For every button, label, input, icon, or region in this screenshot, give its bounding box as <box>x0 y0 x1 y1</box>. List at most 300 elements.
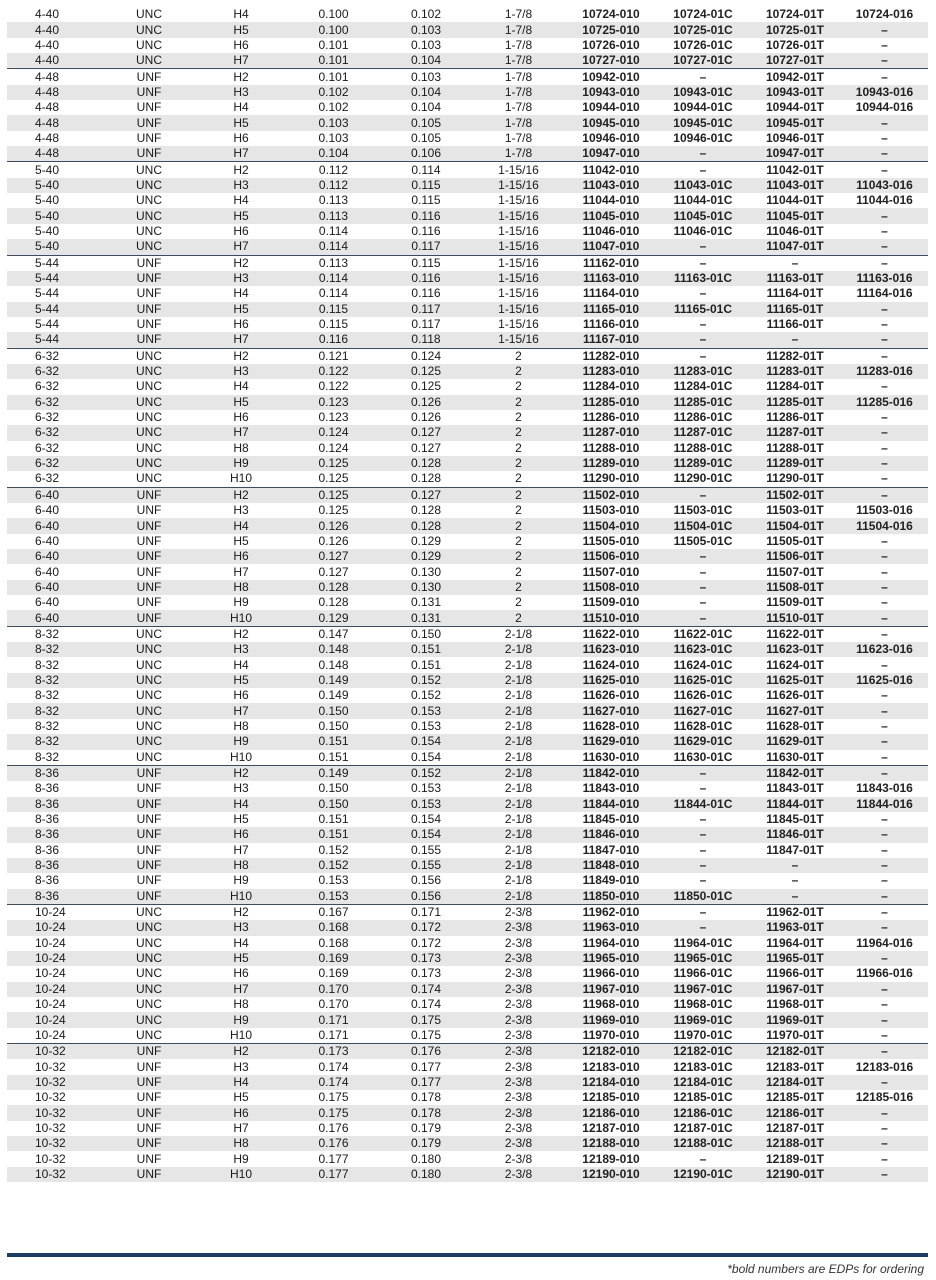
table-cell: 6-40 <box>7 549 103 564</box>
table-cell: 2-1/8 <box>472 642 565 657</box>
table-cell: 11509-01T <box>766 595 824 610</box>
table-cell: 11289-01C <box>657 456 749 471</box>
table-cell: 11963-01T <box>749 920 841 935</box>
table-cell: 2-1/8 <box>472 626 565 642</box>
table-cell: 10725-01C <box>657 22 749 37</box>
table-cell: 10947-010 <box>565 146 657 162</box>
table-cell: 10724-010 <box>582 7 640 22</box>
table-cell: 11047-01T <box>749 239 841 255</box>
table-cell: 0.180 <box>410 1151 442 1166</box>
table-row <box>7 332 928 348</box>
table-cell: 1-15/16 <box>472 239 565 255</box>
table-cell: – <box>841 1167 928 1182</box>
table-cell: 11287-01T <box>749 425 841 440</box>
table-cell: H5 <box>195 302 287 317</box>
table-cell: 8-36 <box>7 765 103 781</box>
table-cell: 11289-010 <box>565 456 657 471</box>
table-cell: 11163-01T <box>749 271 841 286</box>
table-cell: 11966-010 <box>582 966 640 981</box>
table-cell: 11283-010 <box>565 364 657 379</box>
table-cell: 2 <box>515 564 522 579</box>
table-cell: 11970-010 <box>582 1027 640 1042</box>
table-cell: 2-1/8 <box>504 749 533 764</box>
table-row <box>7 688 928 703</box>
table-cell: 0.126 <box>410 410 442 425</box>
table-cell: 2-1/8 <box>504 873 533 888</box>
table-cell: 0.177 <box>410 1059 442 1074</box>
table-cell: 10-24 <box>7 920 103 935</box>
table-cell: – <box>657 827 749 842</box>
table-cell: 0.176 <box>380 1044 472 1060</box>
table-cell: 11285-016 <box>841 395 928 410</box>
table-cell: 11290-01T <box>766 471 824 486</box>
table-cell: 0.149 <box>287 765 380 781</box>
table-cell: 4-40 <box>35 37 60 52</box>
table-cell: 0.131 <box>410 595 442 610</box>
table-cell: 0.117 <box>411 317 441 332</box>
table-cell: UNF <box>103 85 195 100</box>
table-cell: 11283-01T <box>749 364 841 379</box>
table-cell: 11288-01C <box>673 440 733 455</box>
table-cell: 0.124 <box>318 440 349 455</box>
table-cell: 11504-010 <box>565 518 657 533</box>
table-cell: 11844-016 <box>841 797 928 812</box>
table-cell: – <box>841 765 928 781</box>
table-cell: – <box>841 22 928 37</box>
table-cell: 11285-01C <box>657 395 749 410</box>
table-cell: – <box>881 842 888 857</box>
table-row <box>7 271 928 286</box>
table-cell: 10943-010 <box>565 85 657 100</box>
table-cell: UNC <box>136 223 162 238</box>
table-cell: 11504-01T <box>749 518 841 533</box>
table-row <box>7 873 928 888</box>
table-cell: 11624-01C <box>673 657 733 672</box>
table-cell: UNF <box>136 873 162 888</box>
table-cell: 11284-010 <box>582 379 640 394</box>
table-cell: 11624-01T <box>766 657 824 672</box>
table-cell: 0.173 <box>380 951 472 966</box>
table-row <box>7 750 928 766</box>
table-cell: 11162-010 <box>565 255 657 271</box>
table-row <box>7 178 928 193</box>
table-cell: 10726-010 <box>582 37 640 52</box>
table-cell: – <box>841 1044 928 1060</box>
table-cell: 0.106 <box>380 146 472 162</box>
table-cell: – <box>699 781 707 796</box>
table-cell: 5-40 <box>7 239 103 255</box>
table-cell: 0.104 <box>380 53 472 69</box>
table-cell: 2-3/8 <box>472 982 565 997</box>
table-row <box>7 765 928 781</box>
table-cell: 0.128 <box>287 580 380 595</box>
table-row <box>7 1136 928 1151</box>
table-cell: 6-32 <box>7 348 103 364</box>
table-cell: H9 <box>233 595 249 610</box>
table-cell: 11043-01C <box>657 178 749 193</box>
table-cell: 10-32 <box>7 1105 103 1120</box>
table-cell: 0.122 <box>287 364 380 379</box>
table-cell: 11623-010 <box>565 642 657 657</box>
table-cell: 11502-010 <box>565 487 657 503</box>
table-cell: 0.128 <box>410 503 442 518</box>
table-cell: 2-1/8 <box>504 718 533 733</box>
table-cell: H5 <box>233 812 249 827</box>
table-cell: UNC <box>136 749 162 764</box>
table-row <box>7 997 928 1012</box>
table-cell: UNF <box>103 549 195 564</box>
table-cell: UNC <box>136 966 162 981</box>
table-cell: 11966-016 <box>856 966 913 981</box>
table-cell: 8-32 <box>35 749 60 764</box>
table-cell: 10946-01T <box>765 130 825 145</box>
table-row <box>7 549 928 564</box>
table-cell: H10 <box>229 471 252 486</box>
table-cell: 11970-01C <box>673 1027 733 1042</box>
table-cell: 5-44 <box>7 332 103 348</box>
table-cell: 0.127 <box>287 549 380 564</box>
table-cell: 11623-016 <box>841 642 928 657</box>
table-cell: 11965-010 <box>565 951 657 966</box>
table-cell: – <box>699 286 707 301</box>
table-cell: 0.102 <box>287 85 380 100</box>
table-cell: 0.154 <box>380 827 472 842</box>
table-cell: 2-1/8 <box>472 889 565 905</box>
table-cell: 12183-01T <box>765 1059 825 1074</box>
table-cell: UNC <box>103 456 195 471</box>
table-cell: 0.171 <box>318 1027 349 1042</box>
table-row <box>7 626 928 642</box>
table-cell: 2-3/8 <box>472 1012 565 1027</box>
table-cell: 11286-01T <box>766 410 824 425</box>
table-cell: 2-3/8 <box>504 935 533 950</box>
table-cell: UNC <box>136 193 162 208</box>
table-cell: 0.151 <box>318 812 349 827</box>
table-row <box>7 827 928 842</box>
table-cell: 11627-01T <box>749 703 841 718</box>
table-cell: UNC <box>136 440 162 455</box>
table-cell: 11166-01T <box>766 317 824 332</box>
table-cell: 2 <box>515 533 522 548</box>
table-cell: 11966-01T <box>766 966 824 981</box>
table-cell: 11845-010 <box>582 812 640 827</box>
table-cell: 0.169 <box>287 951 380 966</box>
table-cell: 11968-01C <box>673 997 733 1012</box>
table-cell: 0.115 <box>287 302 380 317</box>
table-cell: 0.152 <box>318 842 349 857</box>
table-cell: 12184-01C <box>657 1075 749 1090</box>
table-cell: 10-24 <box>7 951 103 966</box>
table-cell: 11966-01C <box>673 966 733 981</box>
table-cell: – <box>841 487 928 503</box>
table-cell: 0.129 <box>380 549 472 564</box>
table-cell: H6 <box>233 688 249 703</box>
table-cell: 11044-01C <box>673 193 733 208</box>
table-cell: 6-32 <box>35 410 60 425</box>
table-cell: UNF <box>136 812 162 827</box>
table-cell: 8-36 <box>7 889 103 905</box>
table-row <box>7 208 928 223</box>
table-cell: 11628-01C <box>673 718 733 733</box>
table-cell: 11045-010 <box>565 208 657 223</box>
table-cell: 4-48 <box>7 146 103 162</box>
table-cell: 11623-01C <box>657 642 749 657</box>
table-cell: UNF <box>136 781 162 796</box>
table-row <box>7 580 928 595</box>
table-cell: – <box>841 549 928 564</box>
table-cell: UNC <box>103 703 195 718</box>
table-cell: 11504-016 <box>841 518 928 533</box>
table-row <box>7 966 928 981</box>
table-cell: – <box>881 873 888 888</box>
table-cell: 12182-010 <box>565 1044 657 1060</box>
table-cell: UNC <box>136 37 162 52</box>
table-cell: 8-36 <box>7 797 103 812</box>
table-cell: 2 <box>515 379 522 394</box>
table-cell: – <box>841 53 928 69</box>
table-cell: 11504-01C <box>657 518 749 533</box>
table-cell: 11970-01T <box>766 1027 824 1042</box>
table-cell: 6-40 <box>35 533 60 548</box>
table-cell: 11042-01T <box>749 162 841 178</box>
table-cell: 10943-01T <box>749 85 841 100</box>
table-cell: 2-1/8 <box>472 673 565 688</box>
table-cell: 0.150 <box>380 626 472 642</box>
table-cell: 5-44 <box>7 302 103 317</box>
table-cell: 11507-010 <box>582 564 640 579</box>
table-cell: 6-40 <box>7 487 103 503</box>
table-cell: 6-32 <box>7 395 103 410</box>
table-cell: 0.175 <box>410 1027 442 1042</box>
table-cell: 12183-01C <box>673 1059 733 1074</box>
table-cell: 10-24 <box>35 1027 66 1042</box>
table-cell: 11043-01T <box>749 178 841 193</box>
table-cell: UNF <box>103 69 195 85</box>
table-cell: 11284-01C <box>673 379 733 394</box>
table-cell: 4-48 <box>35 100 60 115</box>
table-cell: 11850-010 <box>565 889 657 905</box>
table-cell: 0.153 <box>410 718 442 733</box>
table-row <box>7 38 928 53</box>
table-cell: 11164-016 <box>856 286 913 301</box>
table-cell: 0.154 <box>410 812 442 827</box>
table-cell: 2-3/8 <box>504 1027 533 1042</box>
table-cell: UNF <box>136 1090 162 1105</box>
table-row <box>7 1090 928 1105</box>
table-cell: 11287-010 <box>565 425 657 440</box>
table-cell: 0.171 <box>380 904 472 920</box>
table-cell: 2-1/8 <box>472 797 565 812</box>
table-cell: UNC <box>136 657 162 672</box>
table-cell: 11629-01C <box>657 734 749 749</box>
table-cell: 11844-01C <box>657 797 749 812</box>
table-cell: 0.180 <box>380 1167 472 1182</box>
table-cell: UNF <box>103 889 195 905</box>
table-cell: H5 <box>195 951 287 966</box>
table-cell: 0.125 <box>318 471 349 486</box>
table-cell: 0.170 <box>287 982 380 997</box>
table-row <box>7 115 928 130</box>
table-cell: 0.127 <box>380 487 472 503</box>
table-cell: 0.112 <box>287 178 380 193</box>
table-cell: 6-40 <box>35 503 60 518</box>
table-cell: 1-7/8 <box>472 146 565 162</box>
table-cell: 0.117 <box>380 239 472 255</box>
table-cell: – <box>749 332 841 348</box>
table-cell: 10724-01C <box>673 7 733 22</box>
table-cell: 11288-01T <box>766 440 824 455</box>
table-cell: UNC <box>136 410 162 425</box>
table-cell: UNF <box>103 1167 195 1182</box>
table-cell: H8 <box>233 440 249 455</box>
table-cell: 10943-016 <box>841 85 928 100</box>
table-cell: 0.151 <box>287 827 380 842</box>
table-cell: 11290-01C <box>673 471 733 486</box>
table-cell: – <box>841 162 928 178</box>
table-cell: 11844-01T <box>749 797 841 812</box>
table-cell: 8-36 <box>7 827 103 842</box>
table-cell: 0.114 <box>287 239 380 255</box>
table-cell: 12185-016 <box>855 1090 914 1105</box>
table-cell: 0.128 <box>380 456 472 471</box>
table-cell: – <box>881 410 888 425</box>
table-cell: UNF <box>136 1059 162 1074</box>
table-cell: 0.129 <box>410 533 442 548</box>
table-row <box>7 1044 928 1060</box>
table-cell: – <box>881 379 888 394</box>
table-row <box>7 162 928 178</box>
table-cell: – <box>881 37 888 52</box>
table-cell: H3 <box>233 503 249 518</box>
table-cell: 11282-01T <box>749 348 841 364</box>
table-cell: 11510-01T <box>749 610 841 626</box>
table-cell: 10-32 <box>35 1090 66 1105</box>
table-cell: H7 <box>195 425 287 440</box>
table-row <box>7 69 928 85</box>
table-cell: 0.104 <box>410 100 442 115</box>
table-cell: – <box>881 749 888 764</box>
table-cell: H9 <box>195 456 287 471</box>
table-cell: H7 <box>233 564 249 579</box>
table-row <box>7 317 928 332</box>
table-cell: 11630-01T <box>766 749 824 764</box>
table-body <box>7 7 928 1182</box>
table-cell: 11849-010 <box>582 873 640 888</box>
table-row <box>7 642 928 657</box>
table-cell: 0.127 <box>410 440 442 455</box>
table-cell: – <box>699 317 707 332</box>
table-cell: H4 <box>233 657 249 672</box>
table-cell: 2-3/8 <box>472 1167 565 1182</box>
table-cell: 2-3/8 <box>472 1136 565 1151</box>
table-cell: – <box>881 997 888 1012</box>
table-cell: 11964-01T <box>766 935 824 950</box>
table-cell: 2-3/8 <box>504 1151 533 1166</box>
table-row <box>7 410 928 425</box>
table-cell: H5 <box>233 1090 249 1105</box>
table-cell: 2 <box>472 610 565 626</box>
table-cell: H4 <box>233 7 249 22</box>
table-cell: 0.127 <box>380 425 472 440</box>
table-row <box>7 889 928 905</box>
table-cell: 0.153 <box>410 781 442 796</box>
table-cell: 0.153 <box>287 889 380 905</box>
table-cell: 0.126 <box>380 395 472 410</box>
table-cell: 6-32 <box>35 440 60 455</box>
table-cell: 10-32 <box>7 1044 103 1060</box>
table-cell: 10945-010 <box>565 115 657 130</box>
table-row <box>7 255 928 271</box>
table-cell: H3 <box>233 1059 249 1074</box>
table-row <box>7 812 928 827</box>
table-cell: 0.177 <box>287 1167 380 1182</box>
table-cell: – <box>841 255 928 271</box>
table-row <box>7 503 928 518</box>
table-cell: 0.175 <box>287 1105 380 1120</box>
table-cell: 2-3/8 <box>472 920 565 935</box>
table-cell: 0.168 <box>287 920 380 935</box>
table-cell: UNF <box>103 765 195 781</box>
table-row <box>7 193 928 208</box>
table-cell: 11164-01T <box>766 286 824 301</box>
table-cell: UNC <box>103 348 195 364</box>
table-cell: 12182-01T <box>749 1044 841 1060</box>
table-cell: 2-3/8 <box>504 1120 533 1135</box>
table-row <box>7 781 928 796</box>
table-cell: – <box>841 1136 928 1151</box>
table-cell: 2 <box>472 518 565 533</box>
table-cell: UNF <box>103 797 195 812</box>
table-cell: – <box>841 626 928 642</box>
table-cell: 11286-010 <box>582 410 640 425</box>
table-cell: – <box>657 255 749 271</box>
table-cell: UNF <box>136 317 162 332</box>
table-cell: 11848-010 <box>565 858 657 873</box>
table-cell: 12185-01T <box>765 1090 825 1105</box>
table-cell: 0.155 <box>380 858 472 873</box>
table-cell: – <box>699 873 707 888</box>
table-cell: 0.101 <box>318 37 349 52</box>
table-cell: – <box>841 302 928 317</box>
table-cell: 2-1/8 <box>504 688 533 703</box>
table-cell: H7 <box>195 982 287 997</box>
table-cell: 11166-010 <box>582 317 640 332</box>
table-cell: 0.129 <box>287 610 380 626</box>
table-cell: 10-32 <box>35 1151 66 1166</box>
table-row <box>7 131 928 146</box>
table-cell: – <box>657 610 749 626</box>
table-cell: 0.105 <box>380 115 472 130</box>
table-cell: 11167-010 <box>565 332 657 348</box>
table-cell: 0.115 <box>411 193 441 208</box>
table-cell: 0.168 <box>318 935 349 950</box>
table-cell: 1-7/8 <box>504 37 533 52</box>
table-cell: 0.117 <box>380 302 472 317</box>
table-cell: 10-32 <box>7 1075 103 1090</box>
table-row <box>7 951 928 966</box>
table-cell: H3 <box>233 781 249 796</box>
table-cell: 0.179 <box>380 1136 472 1151</box>
table-cell: – <box>841 889 928 905</box>
table-cell: 11282-010 <box>565 348 657 364</box>
table-cell: 0.104 <box>287 146 380 162</box>
table-cell: H10 <box>195 1167 287 1182</box>
table-row <box>7 595 928 610</box>
table-cell: 5-44 <box>35 286 60 301</box>
table-cell: – <box>699 842 707 857</box>
table-cell: H3 <box>195 364 287 379</box>
table-cell: 8-32 <box>35 718 60 733</box>
